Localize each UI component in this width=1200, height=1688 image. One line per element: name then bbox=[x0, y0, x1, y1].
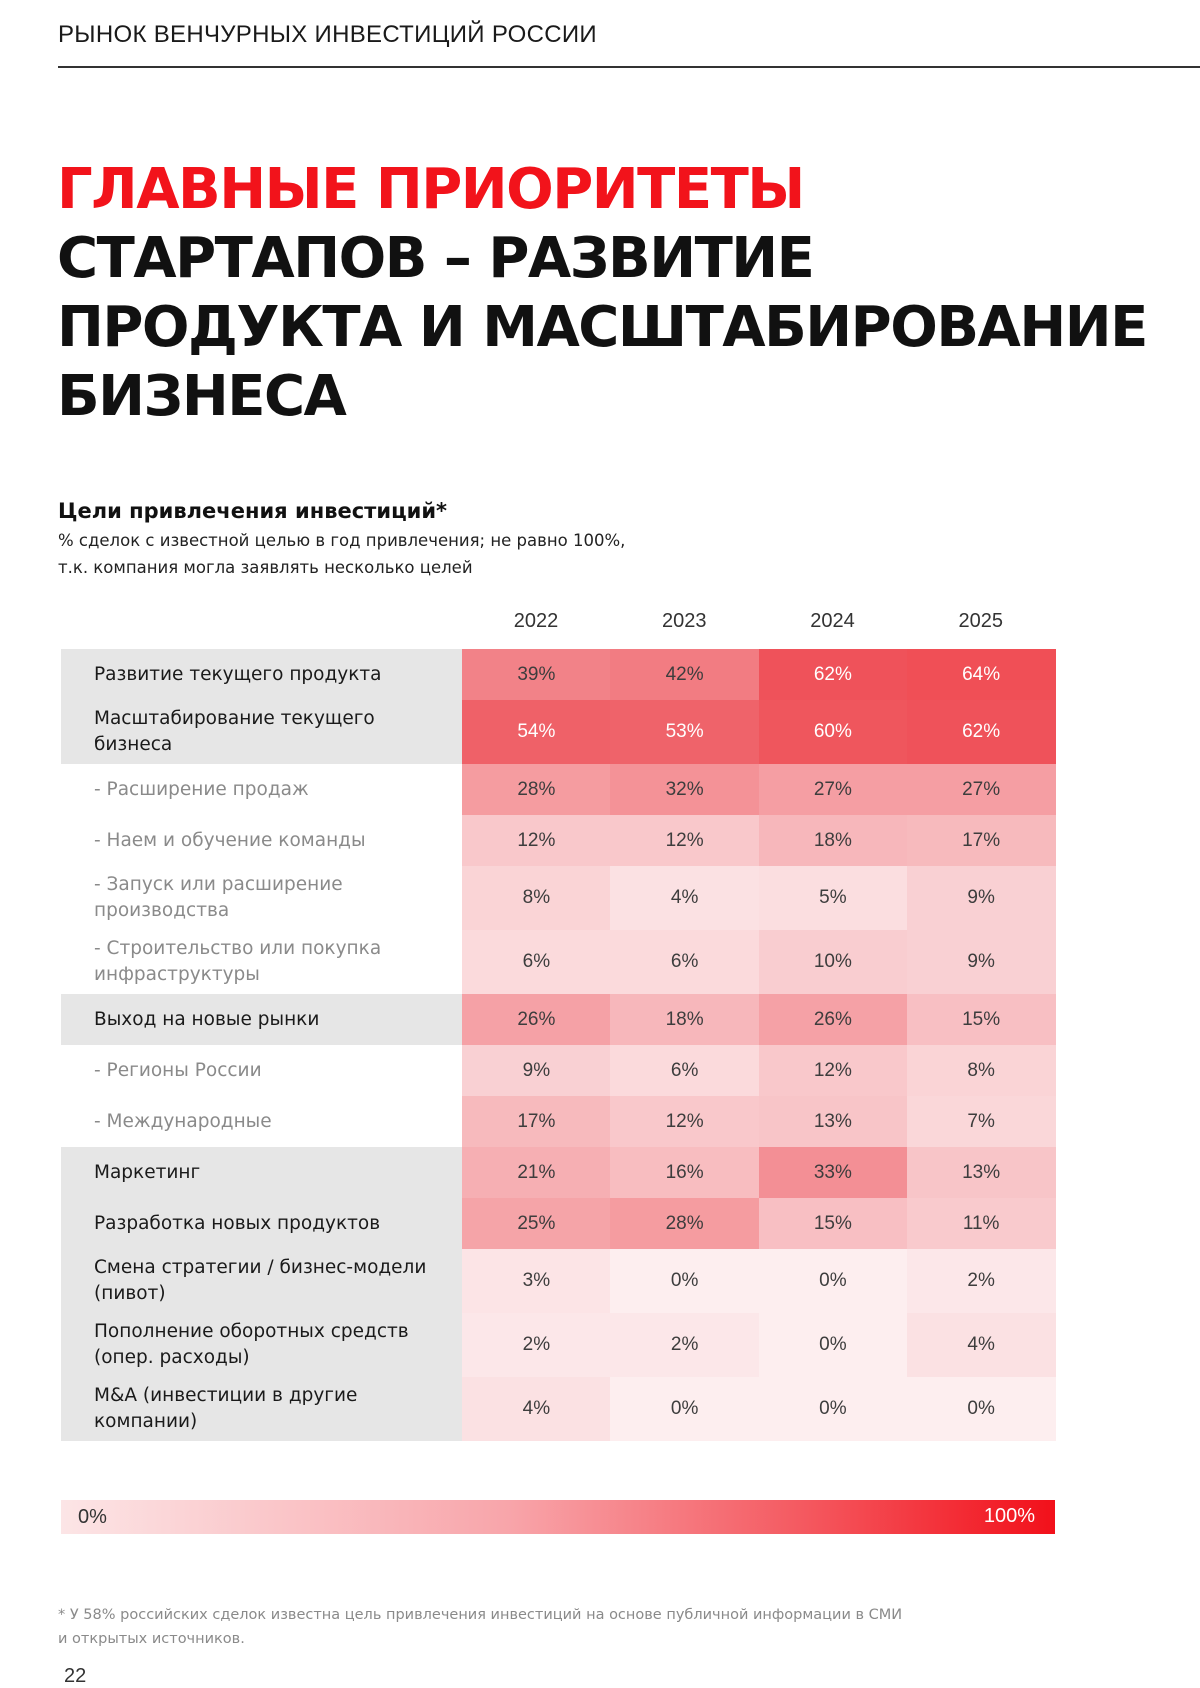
chart-subtitle bbox=[58, 527, 758, 581]
heatmap-cell: 12% bbox=[462, 815, 611, 866]
heatmap-cell: 0% bbox=[759, 1377, 908, 1441]
heatmap-cell: 2% bbox=[907, 1249, 1056, 1313]
chart-subtitle-line: т.к. компания могла заявлять несколько целей bbox=[58, 558, 473, 577]
heatmap-cell: 17% bbox=[907, 815, 1056, 866]
heatmap-cell: 2% bbox=[462, 1313, 611, 1377]
footnote-line: и открытых источников. bbox=[58, 1631, 245, 1647]
row-label: Масштабирование текущего бизнеса bbox=[61, 700, 462, 764]
heatmap-cell: 5% bbox=[759, 866, 908, 930]
heatmap-cell: 13% bbox=[759, 1096, 908, 1147]
row-label-sub: - Расширение продаж bbox=[61, 764, 462, 815]
heatmap-cell: 62% bbox=[907, 700, 1056, 764]
page-header bbox=[58, 18, 1200, 68]
heatmap-cell: 2% bbox=[610, 1313, 759, 1377]
heatmap-cell: 27% bbox=[759, 764, 908, 815]
heatmap-cell: 39% bbox=[462, 649, 611, 700]
row-label-sub: - Строительство или покупка инфраструктуры bbox=[61, 930, 462, 994]
heatmap-cell: 0% bbox=[907, 1377, 1056, 1441]
row-label: Развитие текущего продукта bbox=[61, 649, 462, 700]
legend-min-label: 0% bbox=[78, 1506, 107, 1528]
row-label: Смена стратегии / бизнес-модели (пивот) bbox=[61, 1249, 462, 1313]
heatmap-cell: 16% bbox=[610, 1147, 759, 1198]
heatmap-cell: 9% bbox=[907, 866, 1056, 930]
heatmap-table bbox=[61, 649, 1055, 1446]
heatmap-cell: 15% bbox=[759, 1198, 908, 1249]
heatmap-cell: 54% bbox=[462, 700, 611, 764]
heatmap-cell: 62% bbox=[759, 649, 908, 700]
footnote bbox=[58, 1603, 1038, 1651]
heatmap-cell: 25% bbox=[462, 1198, 611, 1249]
page-title-accent: ГЛАВНЫЕ ПРИОРИТЕТЫ bbox=[57, 157, 804, 222]
row-label: Разработка новых продуктов bbox=[61, 1198, 462, 1249]
page-title-line: БИЗНЕСА bbox=[57, 364, 346, 429]
heatmap-cell: 10% bbox=[759, 930, 908, 994]
heatmap-cell: 12% bbox=[610, 1096, 759, 1147]
heatmap-cell: 11% bbox=[907, 1198, 1056, 1249]
heatmap-cell: 6% bbox=[462, 930, 611, 994]
heatmap-cell: 4% bbox=[610, 866, 759, 930]
heatmap-cell: 64% bbox=[907, 649, 1056, 700]
heatmap-cell: 0% bbox=[759, 1249, 908, 1313]
heatmap-cell: 8% bbox=[907, 1045, 1056, 1096]
row-label-sub: - Международные bbox=[61, 1096, 462, 1147]
page-title-line: СТАРТАПОВ – РАЗВИТИЕ bbox=[57, 226, 814, 291]
row-label: Выход на новые рынки bbox=[61, 994, 462, 1045]
heatmap-cell: 3% bbox=[462, 1249, 611, 1313]
row-label: Пополнение оборотных средств (опер. расходы) bbox=[61, 1313, 462, 1377]
heatmap-cell: 13% bbox=[907, 1147, 1056, 1198]
heatmap-cell: 42% bbox=[610, 649, 759, 700]
color-scale-legend bbox=[61, 1500, 1055, 1534]
heatmap-cell: 9% bbox=[462, 1045, 611, 1096]
heatmap-cell: 0% bbox=[610, 1377, 759, 1441]
heatmap-cell: 32% bbox=[610, 764, 759, 815]
heatmap-cell: 0% bbox=[610, 1249, 759, 1313]
heatmap-cell: 12% bbox=[610, 815, 759, 866]
heatmap-cell: 15% bbox=[907, 994, 1056, 1045]
page-title-line: ПРОДУКТА И МАСШТАБИРОВАНИЕ bbox=[57, 295, 1147, 360]
heatmap-cell: 28% bbox=[610, 1198, 759, 1249]
heatmap-cell: 6% bbox=[610, 930, 759, 994]
heatmap-cell: 26% bbox=[759, 994, 908, 1045]
heatmap-cell: 53% bbox=[610, 700, 759, 764]
heatmap-cell: 60% bbox=[759, 700, 908, 764]
heatmap-cell: 4% bbox=[462, 1377, 611, 1441]
heatmap-cell: 17% bbox=[462, 1096, 611, 1147]
heatmap-cell: 21% bbox=[462, 1147, 611, 1198]
header-title: РЫНОК ВЕНЧУРНЫХ ИНВЕСТИЦИЙ РОССИИ bbox=[58, 21, 597, 48]
heatmap-cell: 4% bbox=[907, 1313, 1056, 1377]
column-header-year: 2025 bbox=[958, 610, 1003, 632]
row-label: Маркетинг bbox=[61, 1147, 462, 1198]
column-header-year: 2022 bbox=[513, 610, 559, 632]
row-label-sub: - Регионы России bbox=[61, 1045, 462, 1096]
row-label: M&A (инвестиции в другие компании) bbox=[61, 1377, 462, 1441]
heatmap-cell: 8% bbox=[462, 866, 611, 930]
heatmap-cell: 28% bbox=[462, 764, 611, 815]
heatmap-cell: 7% bbox=[907, 1096, 1056, 1147]
chart-subtitle-line: % сделок с известной целью в год привлечения; не равно 100%, bbox=[58, 531, 626, 550]
page-number: 22 bbox=[64, 1665, 87, 1687]
heatmap-cell: 12% bbox=[759, 1045, 908, 1096]
chart-title: Цели привлечения инвестиций* bbox=[58, 499, 448, 523]
heatmap-cell: 18% bbox=[610, 994, 759, 1045]
heatmap-cell: 0% bbox=[759, 1313, 908, 1377]
legend-max-label: 100% bbox=[983, 1505, 1035, 1527]
page-title bbox=[57, 155, 1177, 431]
row-label-sub: - Запуск или расширение производства bbox=[61, 866, 462, 930]
column-header-year: 2024 bbox=[810, 610, 855, 632]
heatmap-cell: 27% bbox=[907, 764, 1056, 815]
heatmap-cell: 9% bbox=[907, 930, 1056, 994]
footnote-line: * У 58% российских сделок известна цель привлечения инвестиций на основе публичной информации в СМИ bbox=[58, 1607, 903, 1623]
row-label-sub: - Наем и обучение команды bbox=[61, 815, 462, 866]
heatmap-cell: 18% bbox=[759, 815, 908, 866]
heatmap-cell: 33% bbox=[759, 1147, 908, 1198]
heatmap-cell: 6% bbox=[610, 1045, 759, 1096]
column-header-year: 2023 bbox=[662, 610, 707, 632]
heatmap-cell: 26% bbox=[462, 994, 611, 1045]
